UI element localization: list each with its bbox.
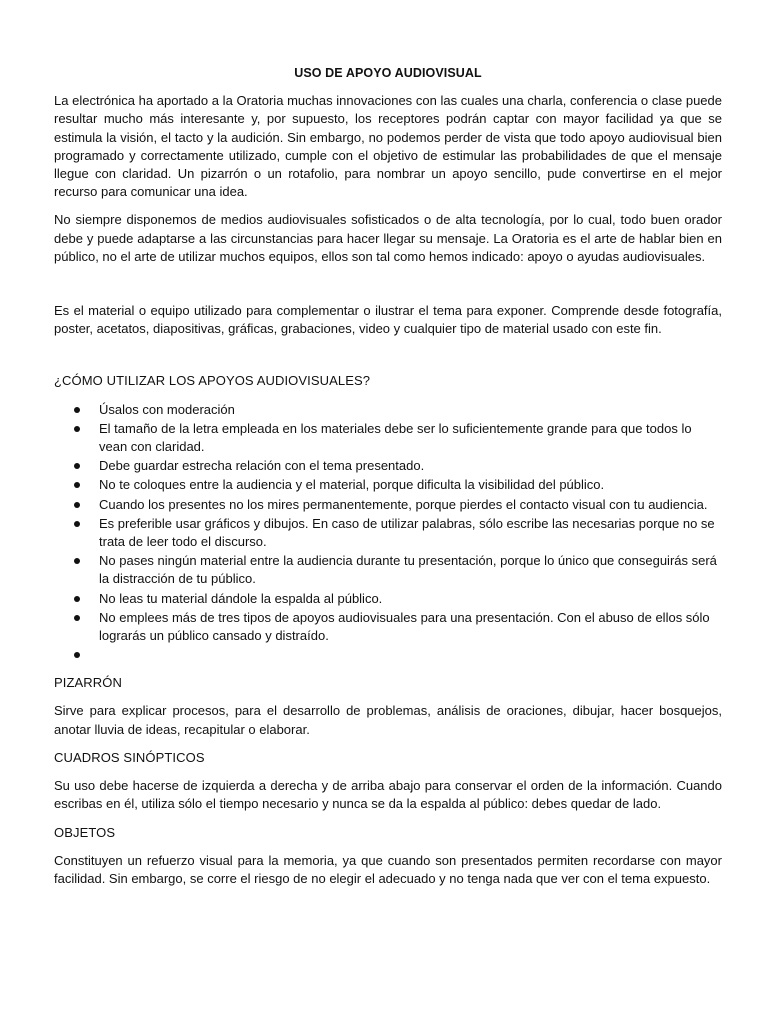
section-text-pizarron: Sirve para explicar procesos, para el desarrollo de problemas, análisis de oraciones, dibujar, hacer bosquejos, anotar lluvia de ideas, recapitular o elaborar. — [54, 703, 722, 737]
bullet-icon — [74, 426, 80, 432]
section-heading-cuadros: CUADROS SINÓPTICOS — [54, 749, 205, 765]
list-item — [54, 420, 722, 456]
section-text-cuadros: Su uso debe hacerse de izquierda a derecha y de arriba abajo para conservar el orden de la información. Cuando escribas en él, utiliza sólo el tiempo necesario y nunca se da la espalda al público: debes quedar de lado. — [54, 778, 722, 812]
bullet-icon — [74, 521, 80, 527]
list-item — [54, 496, 722, 514]
bullet-icon — [74, 615, 80, 621]
section-text-objetos: Constituyen un refuerzo visual para la memoria, ya que cuando son presentados permiten recordarse con mayor facilidad. Sin embargo, se corre el riesgo de no elegir el adecuado y no tenga nada que ver con el tema expuesto. — [54, 852, 722, 886]
list-item-text: Es preferible usar gráficos y dibujos. En caso de utilizar palabras, sólo escribe las necesarias porque no se trata de leer todo el discurso. — [99, 515, 715, 550]
list-item — [54, 476, 722, 494]
list-item — [54, 590, 722, 608]
list-item — [54, 457, 722, 475]
list-item-text: No emplees más de tres tipos de apoyos audiovisuales para una presentación. Con el abuso de ellos sólo lograrás un público cansado y distraído. — [99, 609, 710, 644]
definition-paragraph: Es el material o equipo utilizado para complementar o ilustrar el tema para exponer. Comprende desde fotografía, poster, acetatos, diapositivas, gráficas, grabaciones, video y cualquier tipo de material usado con este fin. — [54, 303, 722, 337]
list-item-text: El tamaño de la letra empleada en los materiales debe ser lo suficientemente grande para que todos lo vean con claridad. — [99, 420, 692, 455]
list-item — [54, 515, 722, 551]
bullet-icon — [74, 482, 80, 488]
bullet-icon — [74, 502, 80, 508]
list-item-text: No pases ningún material entre la audiencia durante tu presentación, porque lo único que conseguirás será la distracción de tu público. — [99, 553, 717, 587]
section-heading-pizarron: PIZARRÓN — [54, 675, 122, 691]
list-item — [54, 609, 722, 645]
bullet-icon — [74, 596, 80, 602]
list-item-text: Cuando los presentes no los mires permanentemente, porque pierdes el contacto visual con tu audiencia. — [99, 496, 708, 512]
list-item — [54, 401, 722, 419]
intro-paragraph-2: No siempre disponemos de medios audiovisuales sofisticados o de alta tecnología, por lo cual, todo buen orador debe y puede adaptarse a las circunstancias para hacer llegar su mensaje. La Oratoria es el arte de hablar bien en público, no el arte de utilizar muchos equipos, ellos son tal como hemos indicado: apoyo o ayudas audiovisuales. — [54, 212, 722, 264]
list-item-text: Úsalos con moderación — [99, 401, 235, 417]
bullet-icon — [74, 558, 80, 564]
bullet-icon — [74, 463, 80, 469]
list-item-text: No te coloques entre la audiencia y el material, porque dificulta la visibilidad del público. — [99, 477, 605, 493]
how-to-list — [54, 401, 722, 665]
spacer — [54, 276, 722, 302]
list-item — [54, 552, 722, 588]
spacer — [54, 348, 722, 372]
document-page — [54, 64, 722, 898]
intro-paragraph-1: La electrónica ha aportado a la Oratoria muchas innovaciones con las cuales una charla, conferencia o clase puede resultar mucho más interesante y, por supuesto, los receptores podrán captar con mayor facilidad ya que se estimula la visión, el tacto y la audición. Sin embargo, no podemos perder de vista que todo apoyo audiovisual bien programado y correctamente utilizado, cumple con el objetivo de estimular las probabilidades de que el mensaje llegue con claridad. Un pizarrón o un rotafolio, para nombrar un apoyo sencillo, pude convertirse en el mejor recurso para comunicar una idea. — [54, 93, 722, 200]
bullet-icon — [74, 407, 80, 413]
bullet-icon — [74, 652, 80, 658]
document-title: USO DE APOYO AUDIOVISUAL — [294, 66, 482, 80]
how-to-heading: ¿CÓMO UTILIZAR LOS APOYOS AUDIOVISUALES? — [54, 373, 371, 389]
section-heading-objetos: OBJETOS — [54, 824, 116, 840]
list-item-empty — [54, 646, 722, 664]
list-item-text: Debe guardar estrecha relación con el tema presentado. — [99, 458, 425, 474]
list-item-text: No leas tu material dándole la espalda al público. — [99, 590, 383, 606]
